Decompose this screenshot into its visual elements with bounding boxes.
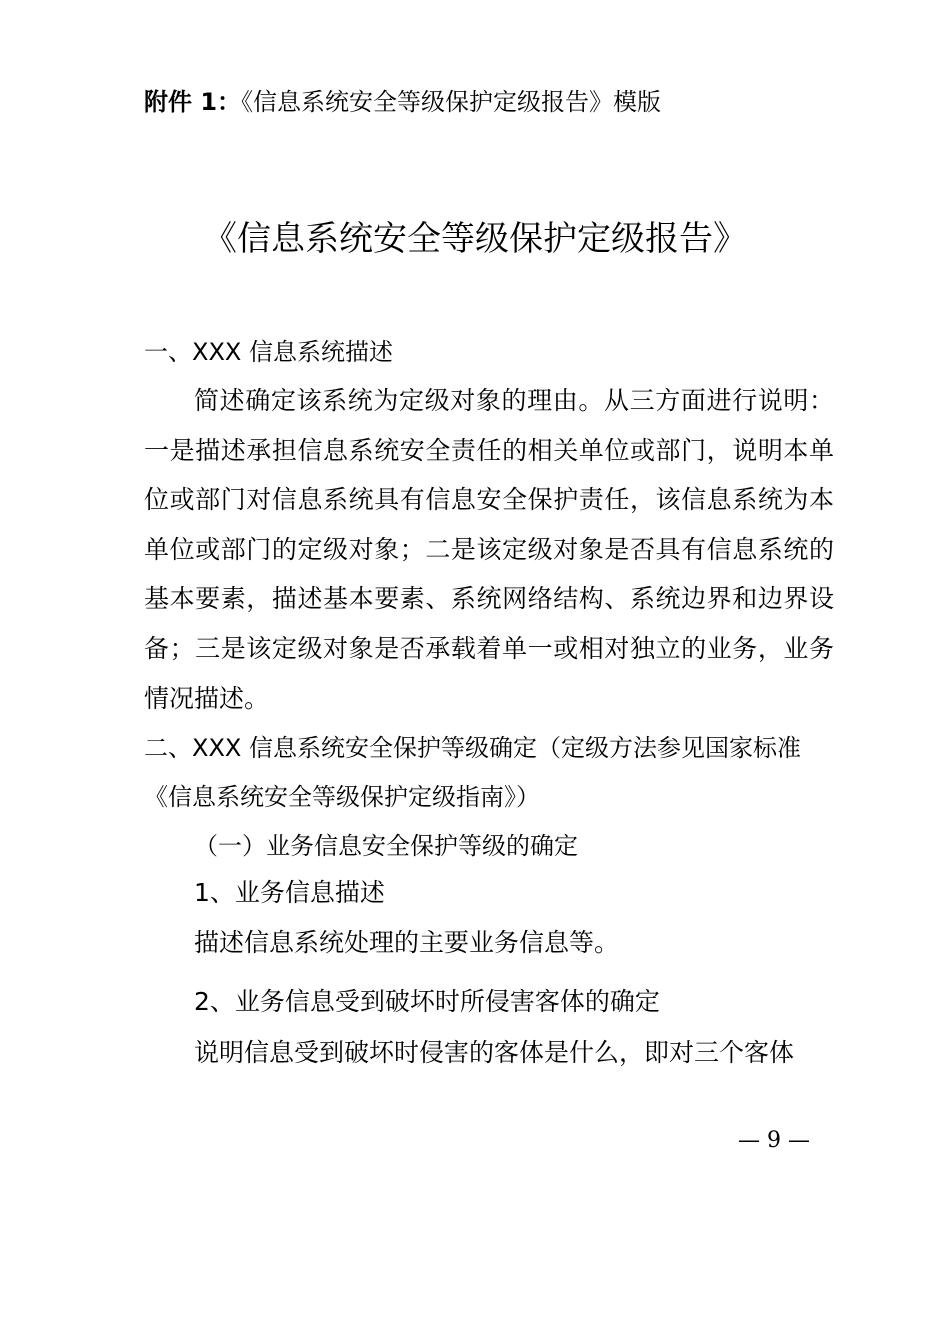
subsection1-heading: （一）业务信息安全保护等级的确定 bbox=[194, 832, 578, 860]
section1-paragraph: 简述确定该系统为定级对象的理由。从三方面进行说明：一是描述承担信息系统安全责任的相关单位或部门，说明本单位或部门对信息系统具有信息安全保护责任，该信息系统为本单位或部门的定级对象；二是该定级对象是否具有信息系统的基本要素，描述基本要素、系统网络结构、系统边界和边界设备；三是该定级对象是否承载着单一或相对独立的业务，业务情况描述。 bbox=[144, 386, 834, 713]
document-title: 《信息系统安全等级保护定级报告》 bbox=[203, 219, 747, 259]
attachment-text: 《信息系统安全等级保护定级报告》模版 bbox=[241, 88, 662, 116]
attachment-line bbox=[144, 90, 661, 114]
page-number: — 9 — bbox=[738, 1128, 810, 1153]
section2-heading-line1: 二、XXX 信息系统安全保护等级确定（定级方法参见国家标准 bbox=[144, 734, 801, 762]
item2-text: 说明信息受到破坏时侵害的客体是什么，即对三个客体 bbox=[194, 1038, 795, 1067]
attachment-label: 附件 1： bbox=[144, 88, 242, 116]
item1-title: 1、业务信息描述 bbox=[194, 878, 385, 907]
section2-heading-line2: 《信息系统安全等级保护定级指南》） bbox=[144, 783, 540, 811]
item1-text: 描述信息系统处理的主要业务信息等。 bbox=[194, 928, 620, 957]
item2-title: 2、业务信息受到破坏时所侵害客体的确定 bbox=[194, 987, 660, 1016]
section1-heading: 一、XXX 信息系统描述 bbox=[144, 338, 393, 366]
